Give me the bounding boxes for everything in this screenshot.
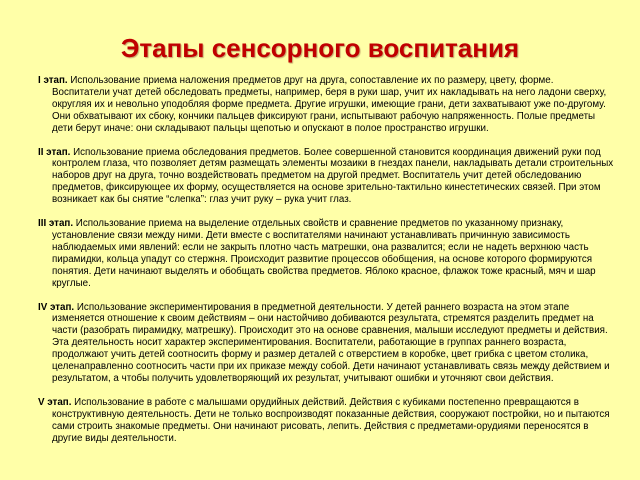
page-title: Этапы сенсорного воспитания (120, 33, 520, 63)
stage-5-paragraph (38, 397, 614, 445)
stage-2-label: II этап. (38, 146, 71, 158)
stage-3-text: Использование приема на выделение отдельных свойств и сравнение предметов по указанному признаку, установление связи между ними. Дети вместе с воспитателями начинают устанавливать причинную зависимость наблюдаемых ими явлений: если не закрыть плотно часть матрешки, она развалится; если не надеть верхнюю часть пирамидки, кольца упадут со стержня. Происходит развитие процессов обобщения, на основе которого формируются понятия. Дети начинают выделять и обобщать свойства предметов. Яблоко красное, флажок тоже красный, мяч и шар круглые. (52, 218, 596, 289)
stage-4-paragraph (38, 302, 614, 385)
stage-3-label: III этап. (38, 218, 74, 230)
stage-4-label: IV этап. (38, 301, 75, 313)
stage-1-text: Использование приема наложения предметов друг на друга, сопоставление их по размеру, цвету, форме. Воспитатели учат детей обследовать предметы, например, беря в руки шар, учит их накладывать на него ладони сверху, округляя их и невольно уподобляя форме предмета. Другие игрушки, имеющие грани, дети захватывают уже по-другому. Они обхватывают их сбоку, кончики пальцев фиксируют грани, испытывают рабочую напряженность. Полые предметы дети берут иначе: они складывают пальцы щепотью и опускают в полое пространство игрушки. (52, 75, 607, 134)
stage-2-text: Использование приема обследования предметов. Более совершенной становится координация движений руки под контролем глаза, что позволяет детям размещать элементы мозаики в гнездах панели, накладывать детали строительных наборов друг на друга, точно воздействовать предметом на другой предмет. Воспитатель учит детей обследованию предметов, фиксирующее их форму, осуществляется на основе зрительно-тактильно кинестетических связей. При этом возникает как бы снятие “слепка”: глаз учит руку – рука учит глаз. (52, 146, 614, 206)
stage-3-paragraph (38, 218, 614, 289)
stage-5-text: Использование в работе с малышами орудийных действий. Действия с кубиками постепенно превращаются в конструктивную деятельность. Дети не только воспроизводят показанные действия, сооружают постройки, но и пытаются сами строить знакомые предметы. Они начинают рисовать, лепить. Действия с предметами-орудиями переносятся в другие виды деятельности. (52, 396, 610, 444)
stage-2-paragraph (38, 147, 614, 207)
stages-list (38, 75, 614, 456)
stage-1-label: I этап. (38, 75, 68, 86)
stage-1-paragraph (38, 75, 614, 135)
stage-5-label: V этап. (38, 396, 72, 408)
stage-4-text: Использование экспериментирования в предметной деятельности. У детей раннего возраста на этом этапе изменяется отношение к своим действиям – они настойчиво добиваются результата, стремятся разделить предмет на части (разобрать пирамидку, матрешку). Происходит это на основе сравнения, малыши исследуют предметы и действия. Эта деятельность носит характер экспериментирования. Воспитатели, работающие в группах раннего возраста, продолжают учить детей соотносить форму и размер деталей с отверстием в коробке, цвет грибка с цветом столика, целенаправленно соотносить части при их приказе между собой. Дети начинают устанавливать связь между действием и результатом, а чтобы получить удовлетворяющий их результат, учитывают ошибки и уточняют свои действия. (52, 301, 610, 384)
